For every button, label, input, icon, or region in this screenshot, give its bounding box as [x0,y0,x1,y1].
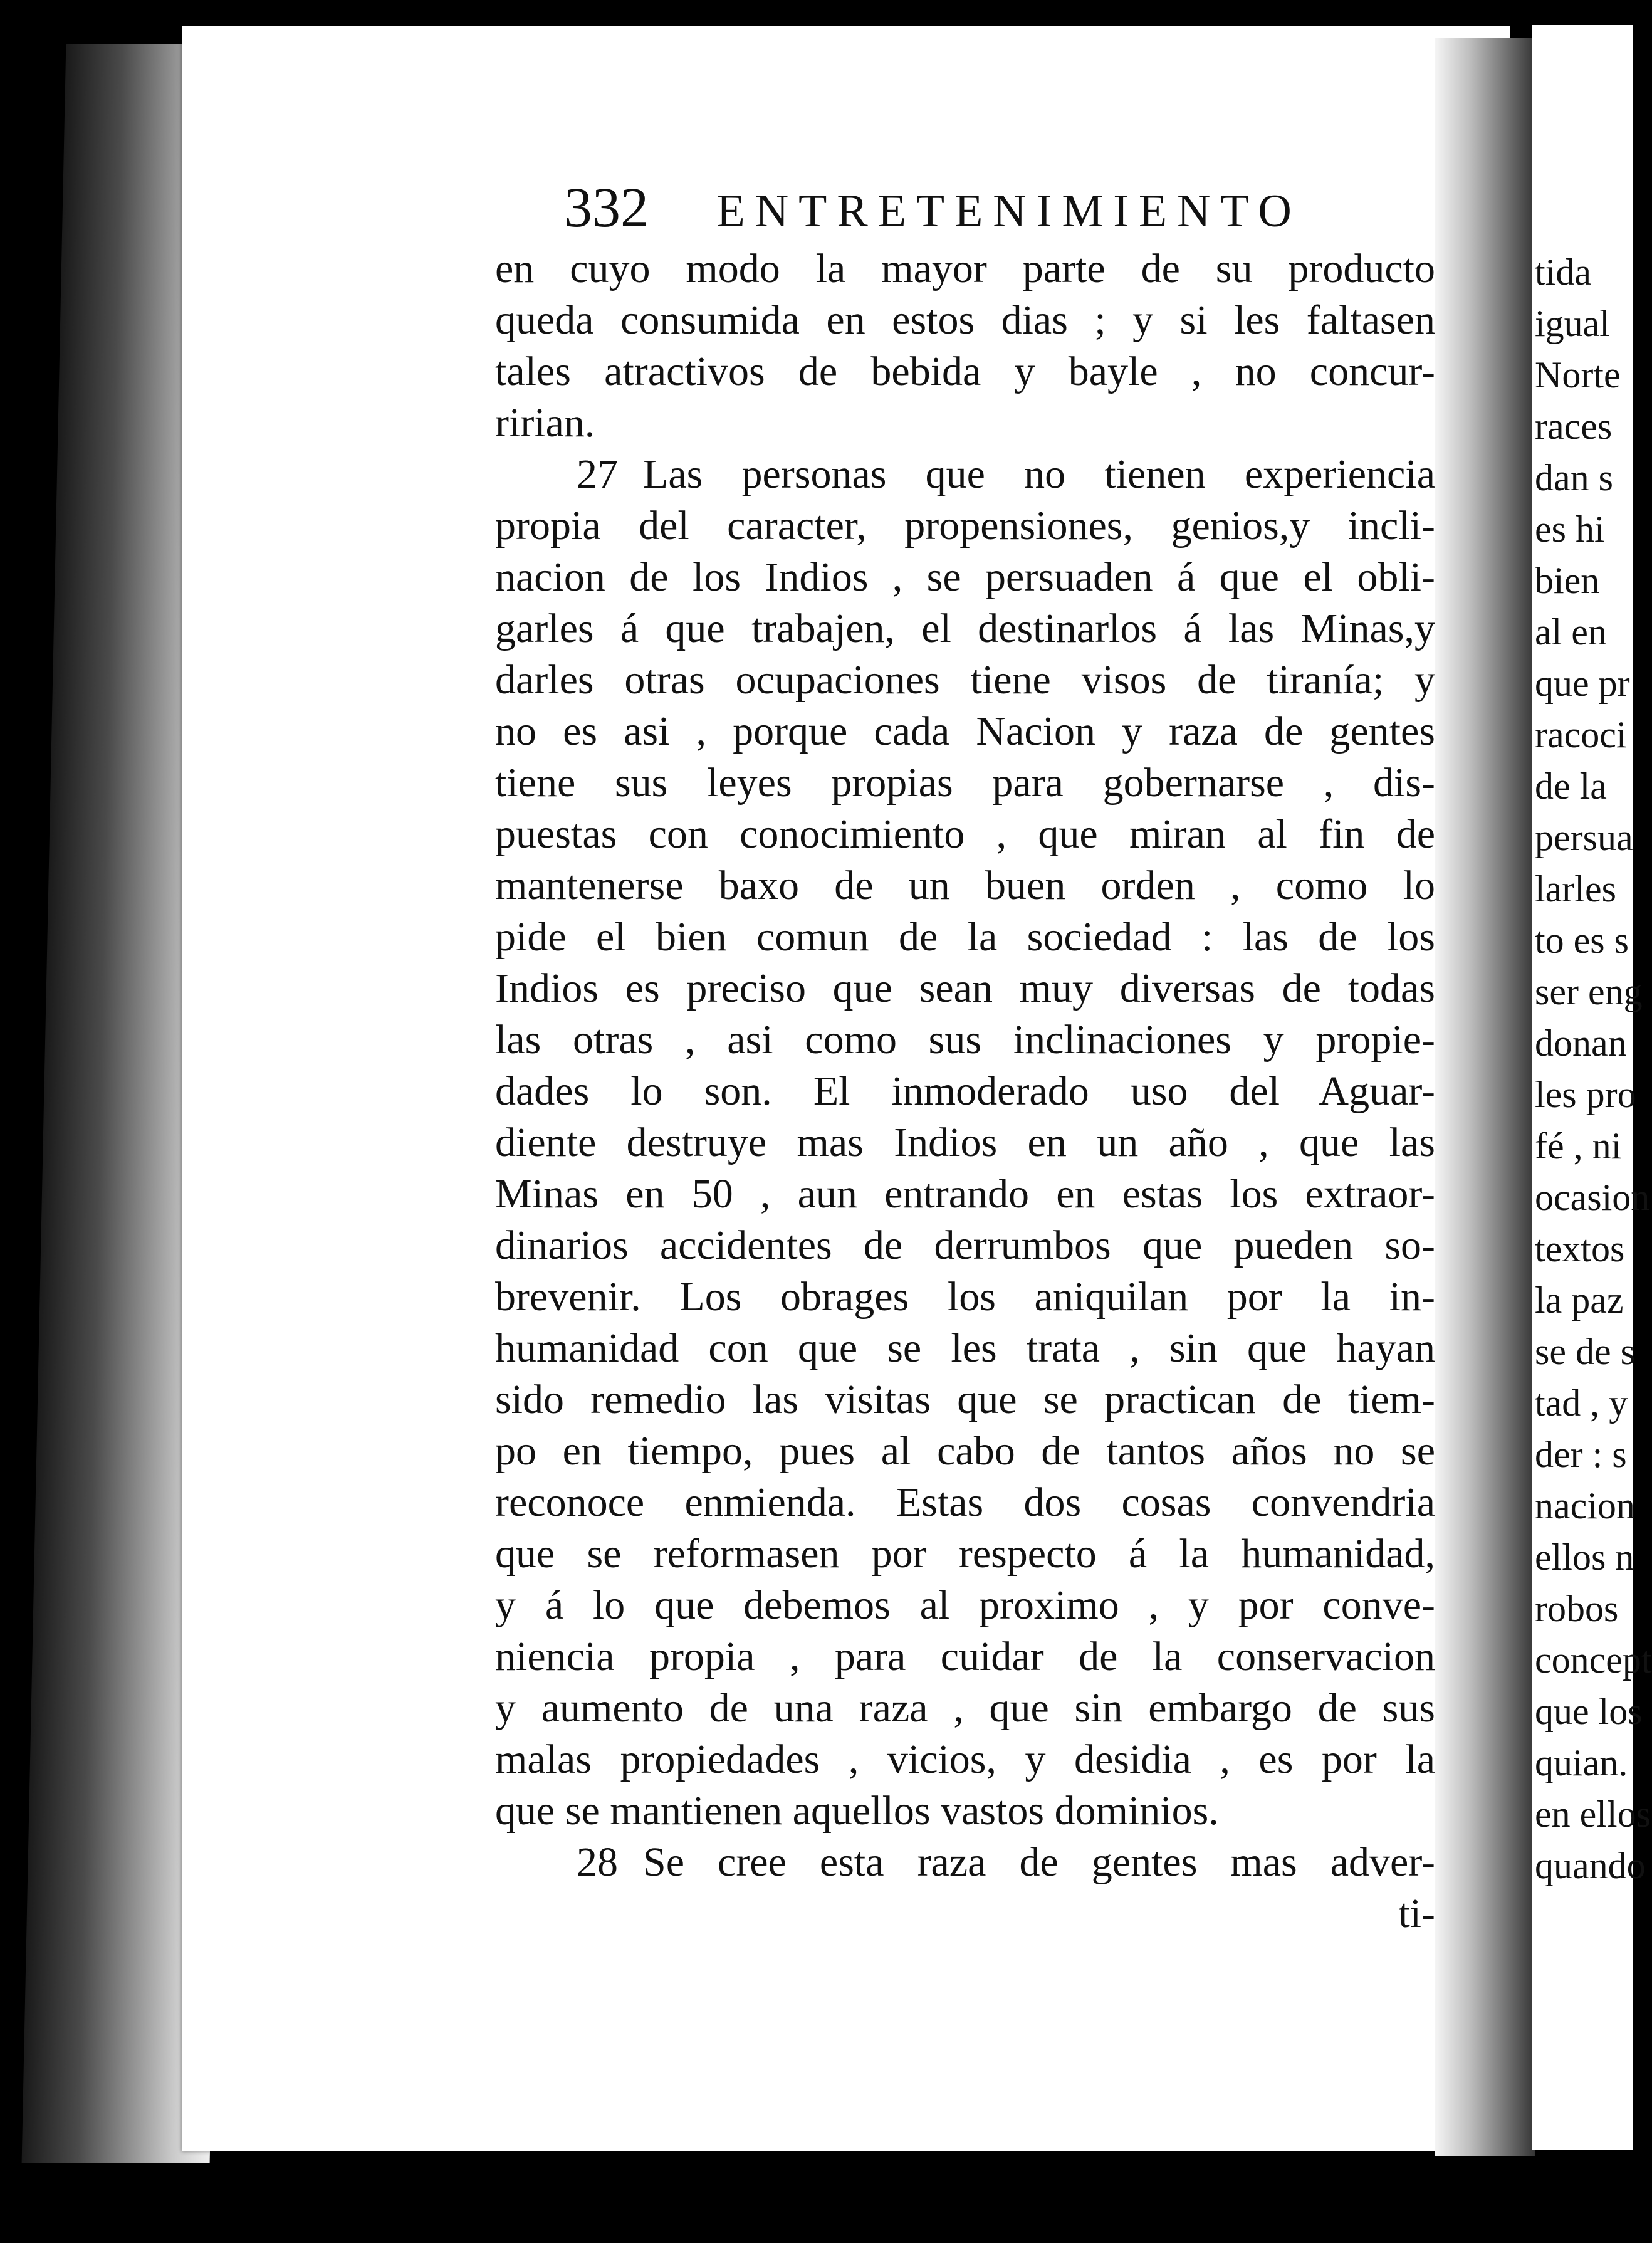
text-line: mantenerse baxo de un buen orden , como lo [495,863,1435,908]
paragraph-number: 28 [577,1839,618,1885]
text-line: tales atractivos de bebida y bayle , no concur- [495,349,1435,394]
facing-page-line: donan [1535,1022,1627,1064]
facing-page-line: ellos n [1535,1536,1634,1578]
facing-page-line: la paz [1535,1279,1624,1321]
facing-page-line: les pro [1535,1074,1636,1115]
text-line: y á lo que debemos al proximo , y por conve- [495,1582,1435,1628]
paragraph-27-first-line [495,449,1435,500]
facing-page-line: der : s [1535,1434,1627,1475]
text-line: sido remedio las visitas que se practican de tiem- [495,1377,1435,1422]
running-head-title: ENTRETENIMIENTO [716,186,1302,237]
facing-page-line: en ellos [1535,1794,1651,1835]
text-line: Las personas que no tienen experiencia [643,451,1435,497]
text-line: que se mantienen aquellos vastos dominios. [495,1788,1219,1834]
facing-page-line: fé , ni [1535,1125,1622,1167]
facing-page-line: igual [1535,303,1610,344]
facing-page-line: tida [1535,251,1591,293]
page-number: 332 [564,177,649,239]
text-line: nacion de los Indios , se persuaden á que el obli- [495,554,1435,600]
text-line: dades lo son. El inmoderado uso del Aguar- [495,1068,1435,1114]
text-line: diente destruye mas Indios en un año , que las [495,1120,1435,1165]
text-line: pide el bien comun de la sociedad : las de los [495,914,1435,960]
facing-page-line: ocasion [1535,1177,1650,1218]
text-line: ririan. [495,400,595,446]
text-line: Se cree esta raza de gentes mas adver- [643,1839,1435,1885]
paragraph-28-first-line [495,1837,1435,1888]
facing-page-line: persua [1535,817,1633,858]
running-head [564,176,1302,240]
facing-page-line: que los [1535,1691,1643,1732]
facing-page-line: bien [1535,560,1600,601]
text-line: tiene sus leyes propias para gobernarse , dis- [495,760,1435,806]
facing-page-line: al en [1535,611,1607,653]
text-line: las otras , asi como sus inclinaciones y propie- [495,1017,1435,1063]
facing-page-line: to es s [1535,920,1629,961]
text-line: brevenir. Los obrages los aniquilan por la in- [495,1274,1435,1320]
facing-page-line: quian. [1535,1742,1628,1783]
facing-page-line: larles [1535,868,1616,910]
catchword: ti- [1398,1891,1435,1936]
text-line: propia del caracter, propensiones, genios,y incli- [495,503,1435,549]
facing-page-line: de la [1535,765,1607,807]
facing-page-line: es hi [1535,508,1605,550]
text-line: en cuyo modo la mayor parte de su producto [495,246,1435,292]
facing-page-line: dan s [1535,457,1613,498]
body-text [495,243,1435,1940]
text-line: darles otras ocupaciones tiene visos de tiranía; y [495,657,1435,703]
text-line: malas propiedades , vicios, y desidia , es por la [495,1736,1435,1782]
text-line: dinarios accidentes de derrumbos que pueden so- [495,1222,1435,1268]
text-line: no es asi , porque cada Nacion y raza de gentes [495,708,1435,754]
facing-page-line: concept [1535,1639,1652,1681]
text-line: puestas con conocimiento , que miran al fin de [495,811,1435,857]
text-line: niencia propia , para cuidar de la conservacion [495,1634,1435,1679]
text-line: queda consumida en estos dias ; y si les faltasen [495,297,1435,343]
text-line: po en tiempo, pues al cabo de tantos años no se [495,1428,1435,1474]
facing-page-line: se de s [1535,1331,1635,1372]
facing-page-line: que pr [1535,663,1630,704]
facing-page-line: racoci [1535,714,1627,755]
paragraph-number: 27 [577,451,618,497]
text-line: Indios es preciso que sean muy diversas de todas [495,965,1435,1011]
text-line: garles á que trabajen, el destinarlos á las Minas,y [495,606,1435,651]
text-line: humanidad con que se les trata , sin que hayan [495,1325,1435,1371]
facing-page-line: races [1535,406,1613,447]
text-line: que se reformasen por respecto á la humanidad, [495,1531,1435,1577]
text-line: Minas en 50 , aun entrando en estas los extraor- [495,1171,1435,1217]
facing-page-line: textos [1535,1228,1625,1269]
facing-page-fragment [1532,25,1652,2150]
text-line: y aumento de una raza , que sin embargo de sus [495,1685,1435,1731]
facing-page-line: ser eng [1535,971,1643,1012]
facing-page-line: nacion [1535,1485,1635,1526]
book-gutter [1435,38,1535,2156]
facing-page-line: tad , y [1535,1382,1628,1424]
facing-page-line: robos [1535,1588,1619,1629]
text-line: reconoce enmienda. Estas dos cosas convendria [495,1479,1435,1525]
facing-page-line: quando [1535,1845,1646,1886]
facing-page-line: Norte [1535,354,1621,396]
